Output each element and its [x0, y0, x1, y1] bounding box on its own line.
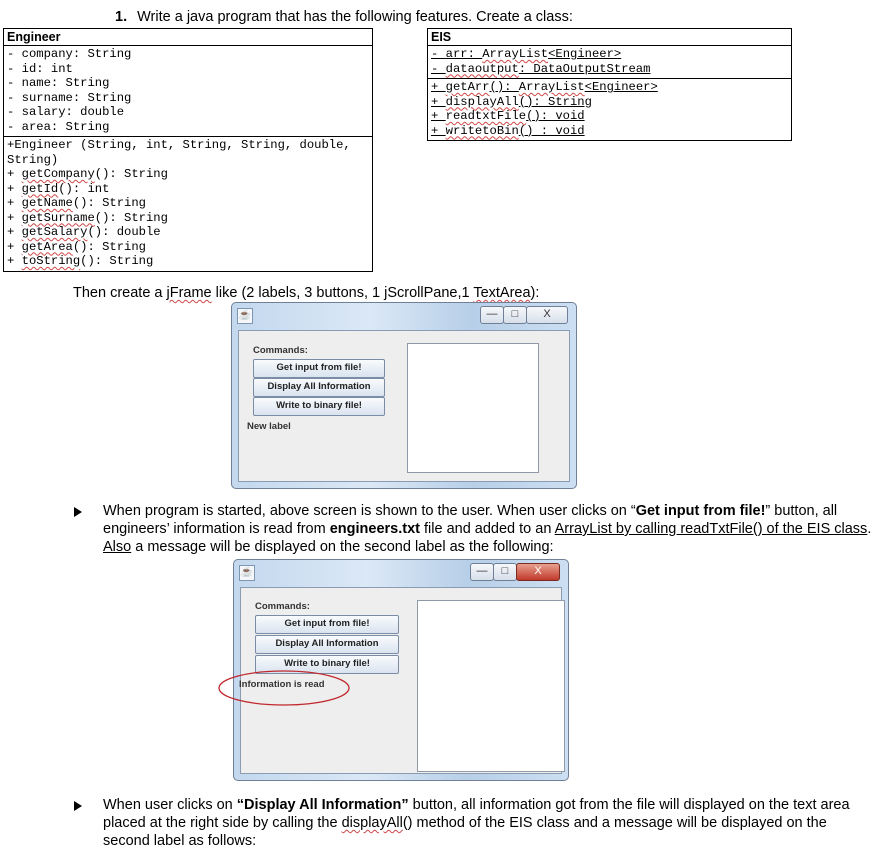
- eis-fields: [428, 46, 792, 79]
- eis-method-writetobin: + writetoBin() : void: [431, 123, 585, 138]
- engineer-field: - id: int: [7, 61, 73, 76]
- maximize-button[interactable]: □: [493, 563, 517, 581]
- question-number: 1.: [115, 9, 128, 25]
- engineer-field: - surname: String: [7, 90, 132, 105]
- engineer-method: + getId(): int: [7, 181, 110, 196]
- instruction-display-all: When user clicks on “Display All Information” button, all information got from the file will displayed on the text area placed at the right side by calling the displayAll() method of the EIS class and a message will be displayed on the second label as follows:: [103, 797, 850, 849]
- highlight-ellipse: [217, 668, 351, 708]
- engineer-field: - salary: double: [7, 105, 125, 119]
- display-all-button[interactable]: Display All Information: [253, 378, 385, 397]
- eis-methods: [428, 79, 792, 141]
- jframe-window-initial: [231, 302, 577, 489]
- commands-label: Commands:: [255, 601, 310, 612]
- engineer-constructor-line2: String): [7, 152, 59, 167]
- eis-method-readtxtfile: + readtxtFile(): void: [431, 109, 585, 123]
- close-button[interactable]: X: [526, 306, 568, 324]
- get-input-button[interactable]: Get input from file!: [255, 615, 399, 634]
- engineer-fields: [4, 46, 373, 137]
- minimize-button[interactable]: —: [480, 306, 504, 324]
- window-titlebar: [232, 303, 576, 327]
- java-icon: ☕: [237, 308, 253, 324]
- frame-content-pane: [238, 330, 570, 482]
- get-input-button[interactable]: Get input from file!: [253, 359, 385, 378]
- engineer-field: - area: String: [7, 119, 110, 134]
- text-area[interactable]: [407, 343, 539, 473]
- engineer-method: + getArea(): String: [7, 239, 146, 254]
- engineer-method: + toString(): String: [7, 254, 154, 268]
- eis-field-arr: - arr: ArrayList<Engineer>: [431, 47, 622, 61]
- close-button[interactable]: X: [516, 563, 560, 581]
- display-all-button[interactable]: Display All Information: [255, 635, 399, 654]
- eis-method-displayall: + displayAll(): String: [431, 94, 592, 109]
- eis-method-getarr: + getArr(): ArrayList<Engineer>: [431, 80, 658, 94]
- jframe-instruction: Then create a jFrame like (2 labels, 3 buttons, 1 jScrollPane,1 TextArea):: [73, 285, 540, 301]
- engineer-field: - company: String: [7, 47, 132, 61]
- engineer-method: + getCompany(): String: [7, 167, 168, 181]
- eis-field-dataoutput: - dataoutput: DataOutputStream: [431, 61, 651, 76]
- eis-class-name: EIS: [428, 29, 792, 46]
- status-label: Information is read: [239, 679, 325, 690]
- write-binary-button[interactable]: Write to binary file!: [255, 655, 399, 674]
- engineer-method: + getName(): String: [7, 196, 146, 210]
- eis-uml-table: [427, 28, 792, 141]
- engineer-field: - name: String: [7, 76, 110, 90]
- question-text: Write a java program that has the following features. Create a class:: [137, 9, 573, 25]
- engineer-methods: [4, 137, 373, 272]
- engineer-method: + getSurname(): String: [7, 210, 168, 225]
- question-heading: [115, 9, 573, 25]
- window-titlebar: [234, 560, 568, 584]
- maximize-button[interactable]: □: [503, 306, 527, 324]
- text-area[interactable]: [417, 600, 565, 772]
- instruction-get-input: When program is started, above screen is shown to the user. When user clicks on “Get input from file!” button, all engineers’ information is read from engineers.txt file and added to an ArrayList by calling readTxtFile() of the EIS class. Also a message will be displayed on the second label as the following:: [103, 503, 871, 555]
- bullet-arrow: [74, 801, 82, 811]
- java-icon: ☕: [239, 565, 255, 581]
- engineer-method: + getSalary(): double: [7, 225, 161, 239]
- bullet-arrow: [74, 507, 82, 517]
- commands-label: Commands:: [253, 345, 308, 356]
- engineer-uml-table: [3, 28, 373, 272]
- write-binary-button[interactable]: Write to binary file!: [253, 397, 385, 416]
- status-label: New label: [247, 421, 291, 432]
- minimize-button[interactable]: —: [470, 563, 494, 581]
- engineer-class-name: Engineer: [4, 29, 373, 46]
- engineer-constructor-line1: +Engineer (String, int, String, String, double,: [7, 138, 351, 152]
